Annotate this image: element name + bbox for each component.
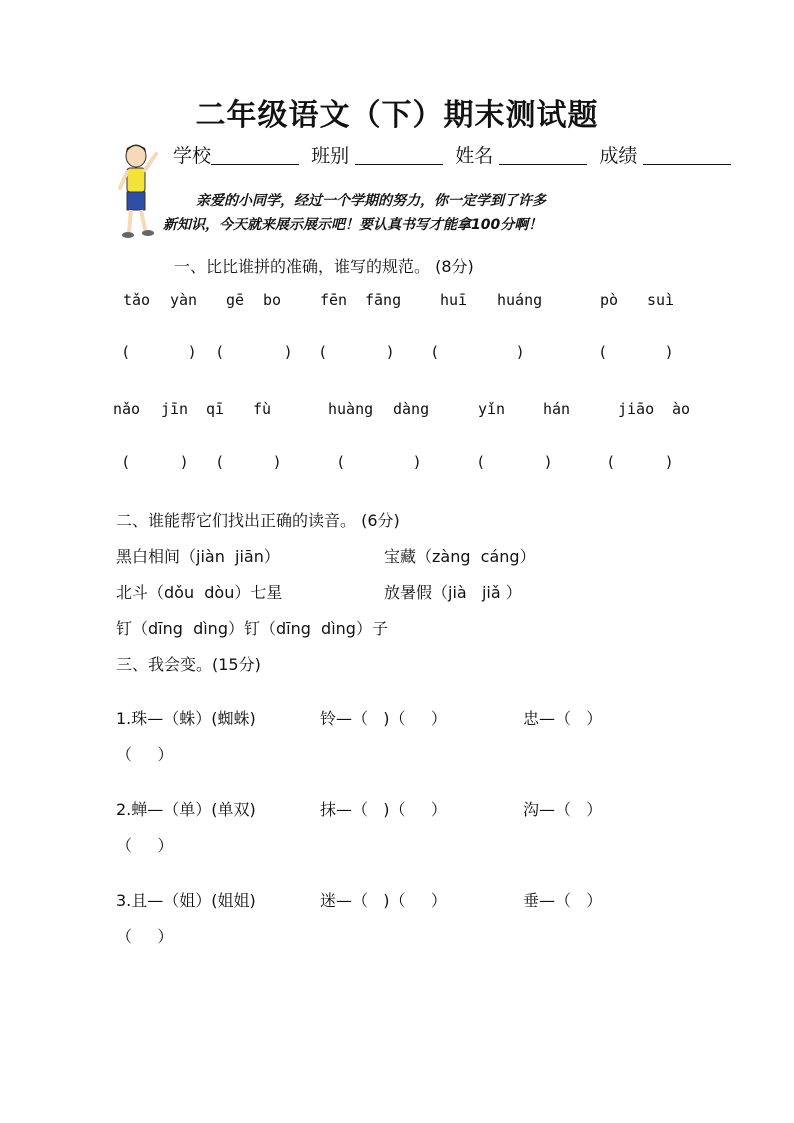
paren-close: ) (545, 453, 551, 471)
paren-open: ( (432, 343, 438, 361)
change-item-b: 迷—（ )（ ） (320, 891, 447, 910)
change-item-main: 1.珠—（蛛）(蜘蛛) (116, 709, 256, 728)
change-item-cont: （ ） (116, 745, 174, 764)
pinyin: qī (206, 400, 225, 418)
section2-heading: 二、谁能帮它们找出正确的读音。 (6分) (116, 511, 400, 530)
paren-open: ( (600, 343, 606, 361)
paren-close: ) (387, 343, 393, 361)
paren-close: ) (181, 453, 187, 471)
greeting-line-2: 新知识，今天就来展示展示吧！要认真书写才能拿100分啊！ (163, 217, 543, 233)
change-item-c: 忠—（ ） (523, 709, 603, 728)
pinyin: pò (600, 291, 619, 309)
change-item-b: 铃—（ )（ ） (320, 709, 447, 728)
pinyin: huī (440, 291, 468, 309)
pinyin: fù (253, 400, 272, 418)
paren-close: ) (274, 453, 280, 471)
page-title: 二年级语文（下）期末测试题 (195, 98, 599, 133)
class-label: 班别 (311, 145, 350, 167)
name-label: 姓名 (455, 145, 494, 167)
change-item-main: 3.且—（姐）(姐姐) (116, 891, 256, 910)
change-item-main: 2.蝉—（单）(单双) (116, 800, 256, 819)
paren-open: ( (217, 453, 223, 471)
name-blank[interactable] (499, 146, 587, 165)
paren-open: ( (320, 343, 326, 361)
paren-open: ( (123, 343, 129, 361)
reading-item: 宝藏（zàng cáng） (384, 547, 536, 566)
pinyin: suì (647, 291, 675, 309)
pinyin: huáng (497, 291, 543, 309)
pinyin: yǐn (478, 400, 506, 418)
paren-close: ) (285, 343, 291, 361)
paren-open: ( (478, 453, 484, 471)
boy-illustration (112, 140, 162, 245)
pinyin: nǎo (113, 400, 141, 418)
change-item-cont: （ ） (116, 927, 174, 946)
section1-heading: 一、比比谁拼的准确，谁写的规范。 (8分) (174, 257, 474, 276)
change-item-c: 垂—（ ） (523, 891, 603, 910)
paren-close: ) (517, 343, 523, 361)
greeting-line-1: 亲爱的小同学，经过一个学期的努力，你一定学到了许多 (196, 193, 546, 209)
paren-close: ) (414, 453, 420, 471)
pinyin: jiāo (618, 400, 655, 418)
score-blank[interactable] (643, 146, 731, 165)
reading-item: 钉（dīng dìng）钉（dīng dìng）子 (116, 619, 388, 638)
pinyin: ào (672, 400, 691, 418)
paren-close: ) (189, 343, 195, 361)
paren-open: ( (608, 453, 614, 471)
change-item-b: 抹—（ )（ ） (320, 800, 447, 819)
pinyin: fāng (365, 291, 402, 309)
pinyin: hán (543, 400, 571, 418)
paren-open: ( (338, 453, 344, 471)
paren-close: ) (666, 343, 672, 361)
reading-item: 北斗（dǒu dòu）七星 (116, 583, 283, 602)
pinyin: tǎo (123, 291, 151, 309)
pinyin: gē (226, 291, 245, 309)
paren-close: ) (666, 453, 672, 471)
class-blank[interactable] (355, 146, 443, 165)
change-item-c: 沟—（ ） (523, 800, 603, 819)
pinyin: huàng (328, 400, 374, 418)
score-label: 成绩 (599, 145, 638, 167)
pinyin: yàn (170, 291, 198, 309)
header-info (173, 141, 731, 168)
school-blank[interactable] (211, 146, 299, 165)
pinyin: fēn (320, 291, 348, 309)
pinyin: bo (263, 291, 282, 309)
paren-open: ( (123, 453, 129, 471)
paren-open: ( (217, 343, 223, 361)
reading-item: 黑白相间（jiàn jiān） (116, 547, 280, 566)
school-label: 学校 (173, 145, 212, 167)
section3-heading: 三、我会变。(15分) (116, 655, 261, 674)
pinyin: jīn (161, 400, 189, 418)
reading-item: 放暑假（jià jiǎ ） (384, 583, 522, 602)
change-item-cont: （ ） (116, 836, 174, 855)
pinyin: dàng (393, 400, 430, 418)
